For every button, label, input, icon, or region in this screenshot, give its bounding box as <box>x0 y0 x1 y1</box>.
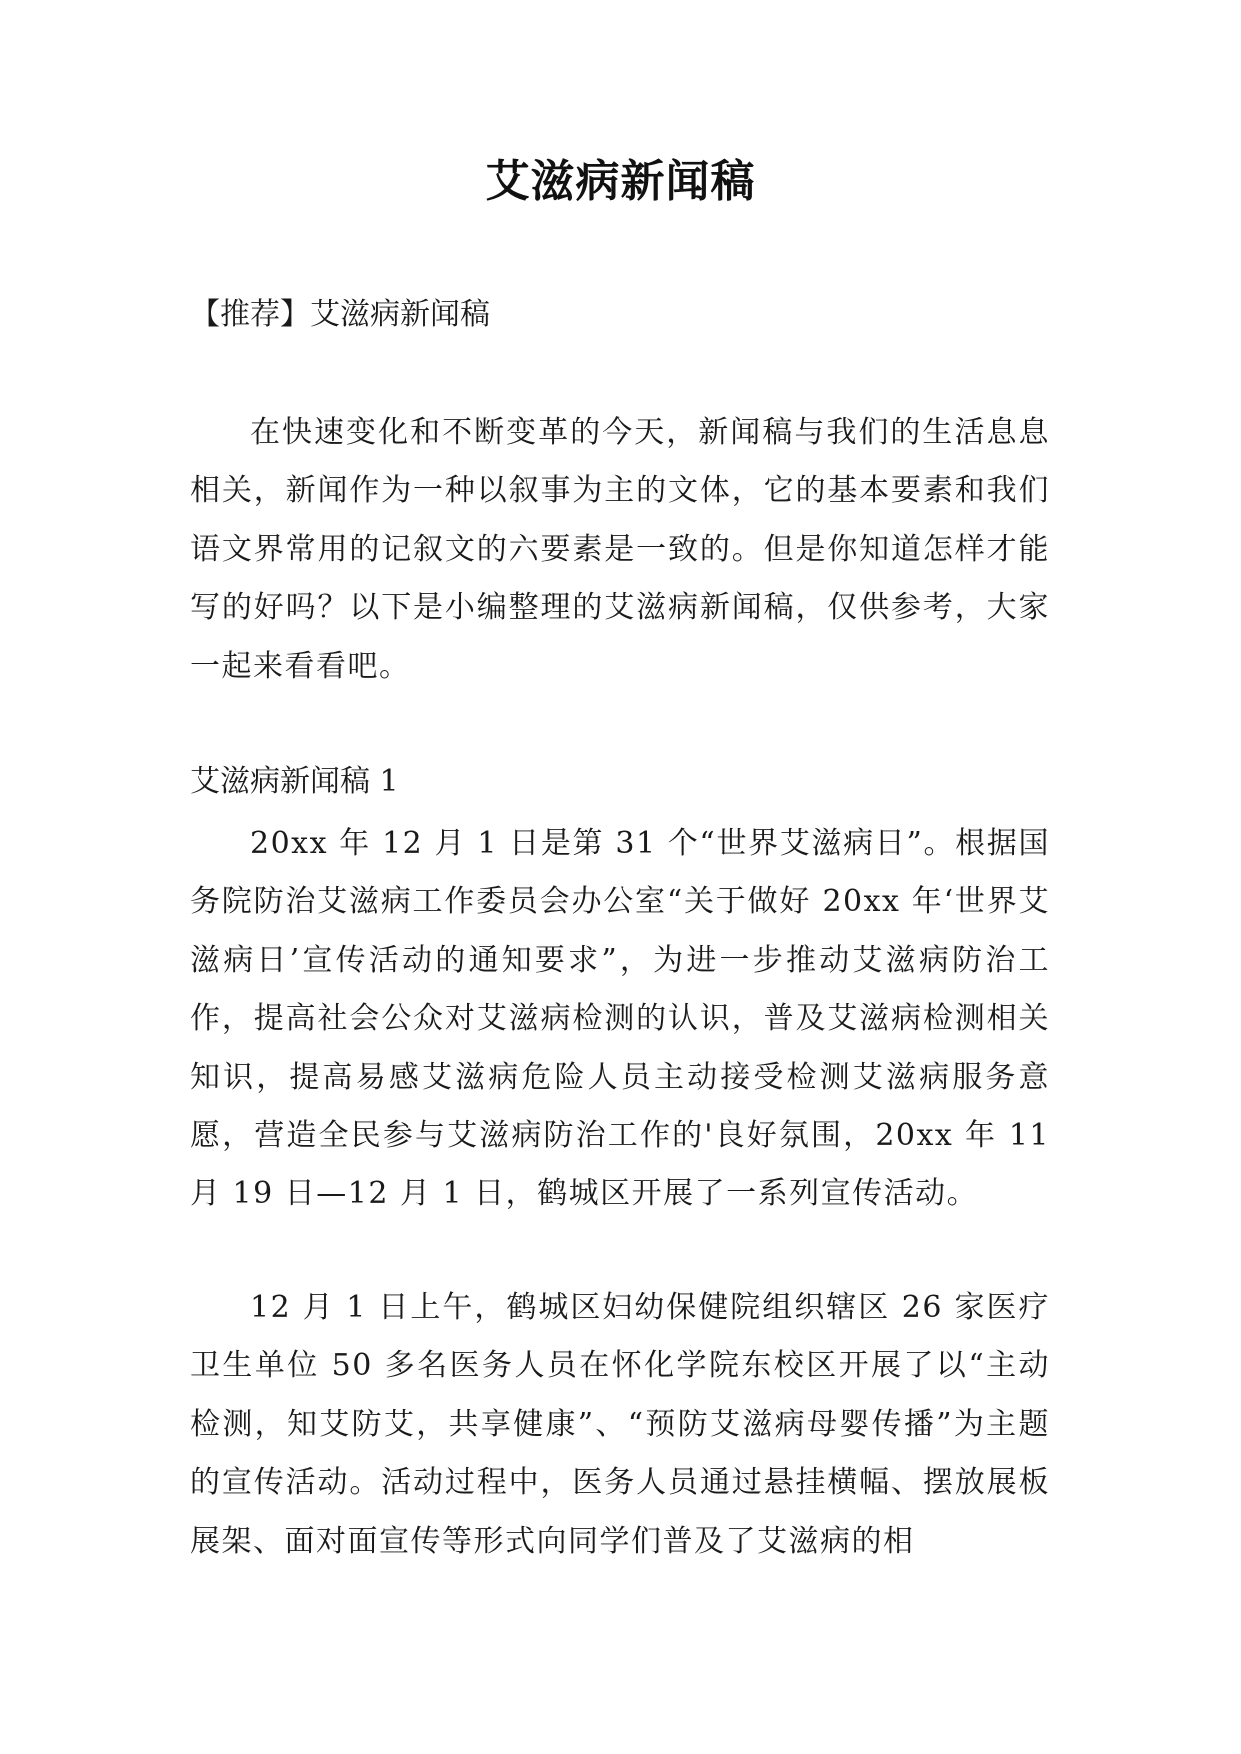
document-title: 艾滋病新闻稿 <box>485 156 756 207</box>
body-paragraph-2: 12 月 1 日上午，鹤城区妇幼保健院组织辖区 26 家医疗卫生单位 50 多名医务人员在怀化学院东校区开展了以“主动检测，知艾防艾，共享健康”、“预防艾滋病母婴传播”为主题的宣传活动。活动过程中，医务人员通过悬挂横幅、摆放展板展架、面对面宣传等形式向同学们普及了艾滋病的相 <box>190 1290 1050 1559</box>
section-heading: 艾滋病新闻稿 1 <box>190 764 399 799</box>
document-subtitle: 【推荐】艾滋病新闻稿 <box>190 297 490 332</box>
body-paragraph-1: 20xx 年 12 月 1 日是第 31 个“世界艾滋病日”。根据国务院防治艾滋病工作委员会办公室“关于做好 20xx 年‘世界艾滋病日’宣传活动的通知要求”，为进一步推动艾滋病防治工作，提高社会公众对艾滋病检测的认识，普及艾滋病检测相关知识，提高易感艾滋病危险人员主动接受检测艾滋病服务意愿，营造全民参与艾滋病防治工作的'良好氛围，20xx 年 11 月 19 日—12 月 1 日，鹤城区开展了一系列宣传活动。 <box>190 826 1050 1212</box>
intro-paragraph: 在快速变化和不断变革的今天，新闻稿与我们的生活息息相关，新闻作为一种以叙事为主的文体，它的基本要素和我们语文界常用的记叙文的六要素是一致的。但是你知道怎样才能写的好吗？以下是小编整理的艾滋病新闻稿，仅供参考，大家一起来看看吧。 <box>190 415 1050 684</box>
